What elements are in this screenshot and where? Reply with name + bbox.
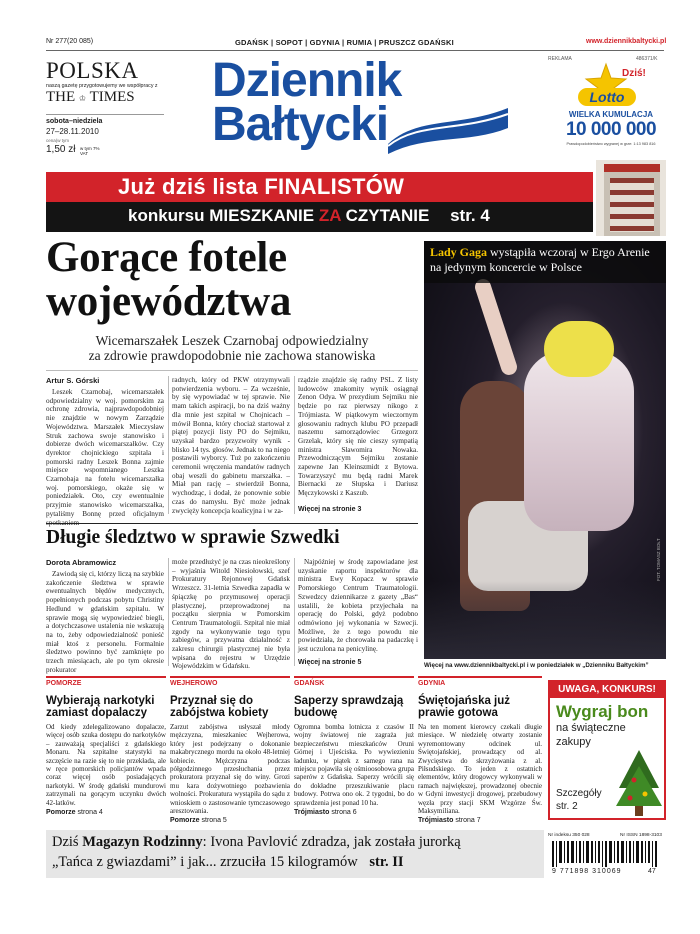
singer-hair: [544, 321, 614, 377]
second-column-2: [172, 558, 290, 670]
strip-ref: [46, 809, 166, 816]
partner-polska: POLSKA: [46, 58, 139, 83]
strip-ref-place: Pomorze: [170, 817, 200, 825]
footer-magazine: Magazyn Rodzinny: [82, 834, 203, 850]
barcode-digits: 9 771898 310069: [552, 868, 622, 875]
barcode-index: Nr indeksu 350 028: [548, 833, 590, 838]
banner-czytanie: CZYTANIE: [345, 206, 430, 225]
masthead-line-1: Dziennik: [212, 54, 402, 107]
lead-headline-line-2: województwa: [46, 278, 292, 325]
strip-headline: Saperzy sprawdzają budowę: [294, 695, 404, 719]
ad-label: REKLAMA: [548, 56, 572, 62]
banner-page: str. 4: [450, 206, 490, 225]
strip-ref: [170, 817, 290, 824]
building-roof: [604, 164, 660, 172]
strip-ref-place: Trójmiasto: [418, 817, 454, 825]
promo-details: Szczegóły: [556, 788, 602, 799]
lead-body-1: Leszek Czarnobaj, wicemarszałek odpowiedzialny w woj. pomorskim za ochronę zdrowia, najprawdopodobniej nie znajdzie w nowym Zarządzie Województwa. Marszałek Mieczysław Struk zachowa swoje stanowisko i dobierze dwóch wicemarszałków. Czy dyrektor chojnickiego szpitala i pomorski radny Leszek Bonna zajmie miejsce wspomnianego Leszka Czarnobaja na fotelu wicemarszałka woj. pomorskiego, okaże się w poniedziałek. Oto, czy ewentualnie przyjmie stanowisko wicemarszałka, pytaliśmy Bonnę przed oficjalnym: [46, 388, 164, 518]
times-times: TIMES: [89, 89, 135, 105]
photo-credit: FOT. TOMASZ BOŁT: [656, 538, 661, 581]
lead-deck-line-2: za zdrowie prawdopodobnie nie zachowa stanowiska: [88, 348, 376, 363]
strip-ref-text: strona 7: [455, 817, 481, 825]
masthead-logo[interactable]: [198, 56, 498, 162]
floor-light: [424, 581, 666, 659]
ad-code: 486371/K: [636, 56, 658, 62]
strip-ref-text: strona 4: [77, 809, 103, 817]
price: 1,50 zł: [46, 144, 76, 155]
second-more-link[interactable]: Więcej na stronie 5: [298, 659, 362, 666]
caption-name: Lady Gaga: [430, 245, 488, 259]
finalists-banner[interactable]: [46, 172, 593, 232]
lead-headline: [46, 236, 418, 324]
website-link[interactable]: www.dziennikbaltycki.pl: [586, 38, 667, 45]
partner-rule: [46, 114, 164, 115]
strip-ref-text: strona 6: [331, 809, 357, 817]
strip-body: Ogromna bomba lotnicza z czasów II wojny światowej nie zagraża już bezpieczeństwu mieszkańców Oruni Górnej i Ujeściska. Po wywiezieniu ładunku, w piątek z samego rana na miejscu pojawiła się ośmioosobowa grupa saperów z Gdańska. Saperzy wrócili się do dokładne przeszukiwanie placu budowy. Potrwa ono ok. 2 tygodni, bo do sprawdzenia jest ponad 10 ha.: [294, 723, 414, 807]
lead-body-3: rządzie znajdzie się radny PSL. Z listy ludowców znakomity wynik osiągnął Zenon Odya. W prezydium Sejmiku nie będzie po raz pierwszy nikogo z Trójmiasta. W piątkowym wieczornym głosowaniu radnych klubu PO przepadł naszemu samorządowiec Grzegorz Grzelak, który się nie cieszy sympatią ministra Sławomira Nowaka. Przewodniczącym Sejmiku zostanie zapewne Jan Kleinszmidt z Bytowa. Towarzyszyć mu będą radni Marek Biernacki ze Słupska i Dariusz Męczykowski z Kaszub.: [298, 376, 418, 498]
masthead-line-2: Bałtycki: [212, 98, 389, 151]
promo-page: str. 2: [556, 801, 578, 812]
strip-ref-place: Trójmiasto: [294, 809, 330, 817]
partner-tagline: naszą gazetę przygotowujemy we współpracy z: [46, 83, 158, 89]
date-days: sobota–niedziela: [46, 118, 103, 125]
barcode-issn: Nr ISSN 1898-3103: [620, 833, 662, 838]
lead-headline-line-1: Gorące fotele: [46, 234, 287, 281]
second-column-1: [46, 558, 164, 674]
strip-story-pomorze[interactable]: [46, 676, 166, 820]
footer-line-2: [52, 854, 404, 871]
footer-page: str. II: [369, 854, 404, 870]
top-rule: [46, 50, 664, 51]
lead-column-3: [298, 376, 418, 504]
strip-body: Od kiedy zdelegalizowano dopalacze, więcej osób szuka dostępu do narkotyków – zauważają specjaliści z gdańskiego Monaru. Na szpitalne statystyki na szczęście na razie się to nie przekłada, ale w ręce pomorskich policjantów wpada coraz więcej osób posiadających narkotyki. W środę gdański mundurowi zatrzymali na gorącym uczynku dwóch 42-latków.: [46, 723, 166, 807]
lead-column-1: [46, 376, 164, 516]
strip-story-gdynia[interactable]: [418, 676, 542, 825]
lead-deck-line-1: Wicemarszałek Leszek Czarnobaj odpowiedzialny: [95, 333, 369, 348]
building-windows: [610, 178, 654, 232]
lead-more-link[interactable]: Więcej na stronie 3: [298, 506, 362, 513]
barcode-icon: [552, 841, 664, 867]
promo-line-1: Wygraj bon: [556, 702, 649, 721]
second-body-2: może przedłużyć je na czas nieokreślony – wyjaśnia Witold Niesiołowski, szef Prokuratury Rejonowej Gdańsk Wrzeszcz. 31-letnia Szwedka zapadła w śpiączkę po przymusowej operacji plastycznej, przeprowadzonej na początku sierpnia w Pomorskim Centrum Traumatologii. Szpital nie miał zgody na wykonywanie tego typu zabiegów, a przywatna działalność z zakresu chirurgii plastycznej nie była wpisana do rejestru w Urzędzie Wojewódzkim w Gdańsku.: [172, 558, 290, 671]
second-column-divider-1: [168, 558, 169, 666]
banner-konkursu: konkursu: [128, 206, 205, 225]
second-body-3: Najpóźniej w środę zapowiadane jest uzyskanie raportu inspektorów dla ministra Ewy Kopacz w sprawie Pomorskiego Centrum Traumatologii. Szwedzcy dziennikarze z gazety „Bas“ ustalili, że kobieta przyjechała na operację do Polski, gdyż podobno odmówiono jej wykonania w Szwecji. Możliwe, że z tego powodu nie powiedziała, że chorowała na padaczkę i jest uczulona na penicylinę.: [298, 558, 418, 654]
strip-section: GDYNIA: [418, 676, 542, 690]
banner-mieszkanie: MIESZKANIE: [209, 206, 315, 225]
strip-body: Na ten moment kierowcy czekali długie miesiące. W niedzielę otwarty zostanie wyremontowany odcinek ul. Świętojańskiej, prowadzący od al. Zwycięstwa do skrzyżowania z al. Piłsudskiego. To jeden z ostatnich elementów, który drogowcy wykonywali w ramach największej, prowadzonej obecnie w Gdyni inwestycji drogowej, przebudowy węzła przy stacji SKM Wzgórze Św. Maksymiliana.: [418, 723, 542, 816]
contest-promo[interactable]: [548, 680, 666, 820]
second-column-3: [298, 558, 418, 658]
strip-story-wejherowo[interactable]: [170, 676, 290, 825]
banner-line-2: [128, 206, 490, 226]
strip-headline: Wybierają narkotyki zamiast dopalaczy: [46, 695, 155, 719]
lotto-ad[interactable]: [556, 64, 666, 152]
second-column-divider-2: [294, 558, 295, 666]
strip-ref-text: strona 5: [201, 817, 227, 825]
second-author: Dorota Abramowicz: [46, 558, 117, 567]
footer-line-1: [52, 834, 461, 851]
second-body-1: Zawiodą się ci, którzy liczą na szybkie zakończenie śledztwa w sprawie ewentualnych błędów medycznych, popełnionych podczas pobytu Christiny Hedlund w gdańskim szpitalu. W sprawie mogą się wypowiedzieć biegli, a dotychczasowe ustalenia nie wskazują na to, żeby odpowiedzialność ponieść miał ktoś z personelu. Formalnie śledztwo powinno być zamknięte po trzech miesiącach, ale po tym okresie prokurator: [46, 570, 164, 674]
footer-text-2: „Tańca z gwiazdami” i jak... zrzuciła 15 kilogramów: [52, 854, 358, 870]
singer-dress: [524, 351, 634, 531]
footer-prefix: Dziś: [52, 834, 79, 850]
times-crest-icon: ♔: [78, 94, 87, 103]
strip-ref: [294, 809, 414, 816]
strip-section: GDAŃSK: [294, 676, 414, 690]
footer-text-1: : Ivona Pavlović zdradza, jak została jurorką: [202, 834, 461, 850]
ad-fine-print: Prawdopodobieństwo wygranej w grze: 1:13 983 816: [566, 142, 656, 146]
ad-kumulacja: WIELKA KUMULACJA: [568, 110, 654, 119]
lead-column-2: [172, 376, 290, 516]
photo-bottom-caption[interactable]: Więcej na www.dziennikbaltycki.pl i w poniedziałek w „Dzienniku Bałtyckim”: [424, 662, 649, 669]
strip-ref: [418, 817, 542, 824]
second-headline: Długie śledztwo w sprawie Szwedki: [46, 527, 340, 548]
christmas-tree-icon: [614, 748, 664, 818]
lead-deck-rule: [46, 370, 418, 371]
lotto-brand: Lotto: [578, 88, 636, 106]
barcode-suffix: 47: [648, 868, 656, 875]
apartment-building-image: [596, 160, 666, 236]
promo-line-3: zakupy: [556, 736, 591, 748]
ad-today: Dziś!: [622, 68, 646, 79]
lady-gaga-photo[interactable]: [424, 241, 666, 659]
lead-author: Artur S. Górski: [46, 376, 100, 385]
price-note: cena(w tym: [46, 138, 70, 143]
lead-bottom-rule: [46, 523, 418, 524]
strip-headline: Świętojańska już prawie gotowa: [418, 695, 511, 719]
lead-body-2: radnych, który od PKW otrzymywali potwierdzenia wyboru. – Za wcześnie, by się wypowiadać w tej sprawie. Nie mam takich aspiracji, bo na dziś ważny dla mnie jest szpital w Chojnicach – mówił Bonna, który chociaż startował z piątej pozycji listy PO do Sejmiku, uzyskał bardzo przyzwoity wynik - blisko 14 tys. głosów. Jednak to na niego postawili wyborcy. Tuż po zakończeniu ceremonii wręczenia mandatów radnych obaj weszli do gabinetu marszałka. – Miał pan rację – stwierdził Bonna, wychodząc, i dodał, że ponownie sobie czas do namysłu. Być może jednak zwycięży koncepcja koalicyjna i w za-: [172, 376, 290, 515]
strip-story-gdansk[interactable]: [294, 676, 414, 820]
strip-ref-place: Pomorze: [46, 809, 76, 817]
issue-number: Nr 277(20 085): [46, 38, 94, 45]
strip-section: POMORZE: [46, 676, 166, 690]
banner-line-1: Już dziś lista FINALISTÓW: [118, 174, 405, 199]
lead-column-divider-2: [294, 376, 295, 514]
price-vat: w tym 7% VAT: [80, 146, 100, 156]
strip-section: WEJHEROWO: [170, 676, 290, 690]
promo-line-2: na świąteczne: [556, 722, 626, 734]
date-value: 27–28.11.2010: [46, 127, 99, 136]
city-list: GDAŃSK | SOPOT | GDYNIA | RUMIA | PRUSZCZ GDAŃSKI: [235, 38, 454, 47]
lead-deck: [46, 333, 418, 363]
caption-rest: wystąpiła wczoraj w Ergo Arenie na jedynym koncercie w Polsce: [430, 245, 650, 274]
promo-alert: UWAGA, KONKURS!: [550, 682, 664, 698]
banner-za: ZA: [318, 206, 341, 225]
strip-headline: Przyznał się do zabójstwa kobiety: [170, 695, 269, 719]
photo-caption: [424, 241, 666, 283]
strip-body: Zarzut zabójstwa usłyszał młody mężczyzna, mieszkaniec Wejherowa, który jest podejrzany o dokonanie makabrycznego mordu na około 48-letniej kobiecie. Mężczyzna podczas półgodzinnego przesłuchania przez prokuratora przyznał się do winy. Grozi mu kara dożywotniego pozbawienia wolności. Prokuratura wystąpiła do sądu z wnioskiem o zastosowanie tymczasowego aresztowania.: [170, 723, 290, 816]
lead-column-divider-1: [168, 376, 169, 514]
ad-amount: 10 000 000: [565, 119, 657, 140]
times-the: THE: [46, 89, 76, 105]
partner-times-logo: [46, 89, 164, 106]
wave-icon: [388, 106, 508, 156]
